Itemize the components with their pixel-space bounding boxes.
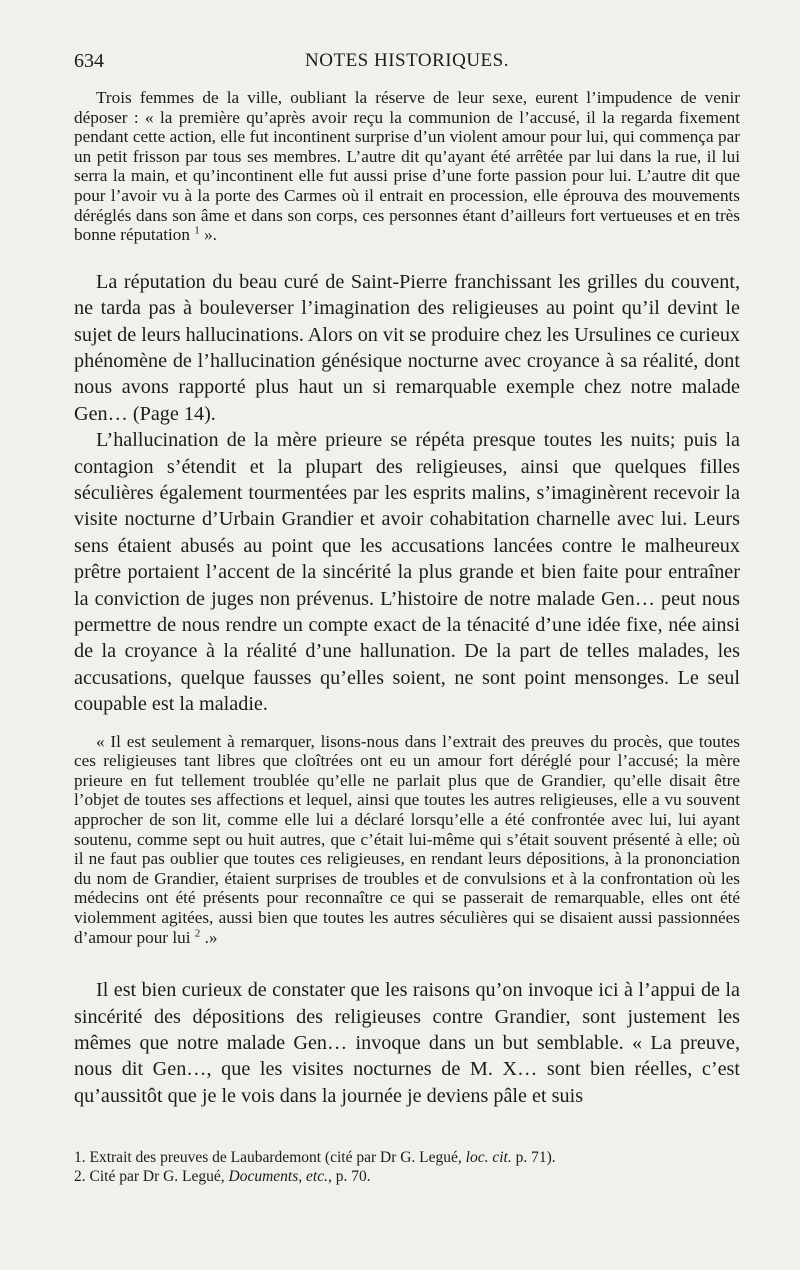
page-number: 634 <box>74 50 104 72</box>
footnote-ref-1: 1 <box>194 224 200 237</box>
footnotes <box>74 1148 740 1186</box>
body-paragraph-2: L’hallucination de la mère prieure se répéta presque toutes les nuits; puis la contagion s’étendit et la plupart des religieuses, ainsi que quelques filles séculières également tourmentées par les esprits malins, s’imaginèrent recevoir la visite nocturne d’Urbain Grandier et avoir cohabitation charnelle avec lui. Leurs sens étaient abusés au point que les accusations lancées contre le malheureux prêtre portaient l’accent de la sincérité la plus grande et bien faite pour entraîner la conviction de juges non prévenus. L’histoire de notre malade Gen… peut nous permettre de nous rendre un compte exact de la ténacité d’une idée fixe, née ainsi de la croyance à la réalité d’une hallunation. De la part de telles malades, les accusations, quelque fausses qu’elles soient, ne sont point mensonges. Le seul coupable est la maladie. <box>74 429 740 716</box>
quote-paragraph-1: Trois femmes de la ville, oubliant la réserve de leur sexe, eurent l’impudence de venir déposer : « la première qu’après avoir reçu la communion de l’accusé, il la regarda fixement pendant cette action, elle fut incontinent surprise d’un violent amour pour lui, qui commença par un petit frisson par tous ses membres. L’autre dit qu’ayant été arrêtée par lui dans la rue, il lui serra la main, et qu’incontinent elle fut aussi prise d’une forte passion pour lui. L’autre dit que pour l’avoir vu à la porte des Carmes où il entrait en procession, elle éprouva des mouvements déréglés dans son âme et dans son corps, ces personnes étant d’ailleurs fort vertueuses et en très bonne réputation $^1$ ». <box>74 88 740 245</box>
running-title: NOTES HISTORIQUES. <box>305 50 509 71</box>
footnote-1: 1. Extrait des preuves de Laubardemont (cité par Dr G. Legué, loc. cit. p. 71). <box>74 1149 556 1166</box>
body-paragraph-3: Il est bien curieux de constater que les raisons qu’on invoque ici à l’appui de la sincérité des dépositions des religieuses contre Grandier, sont justement les mêmes que notre malade Gen… invoque dans un but semblable. « La preuve, nous dit Gen…, que les visites nocturnes de M. X… sont bien réelles, c’est qu’aussitôt que je le vois dans la journée je deviens pâle et suis <box>74 979 740 1107</box>
body-paragraph-1: La réputation du beau curé de Saint-Pierre franchissant les grilles du couvent, ne tarda pas à bouleverser l’imagination des religieuses au point qu’il devint le sujet de leurs hallucinations. Alors on vit se produire chez les Ursulines ce curieux phénomène de l’hallucination génésique nocturne avec croyance à sa réalité, dont nous avons rapporté plus haut un si remarquable exemple chez notre malade Gen… (Page 14). <box>74 270 741 425</box>
footnote-ref-2: 2 <box>194 926 201 939</box>
quote-paragraph-2: « Il est seulement à remarquer, lisons-nous dans l’extrait des preuves du procès, que toutes ces religieuses tant libres que cloîtrées ont eu un amour fort déréglé pour l’accusé; la mère prieure en fut tellement troublée qu’elle ne parlait plus que de Grandier, qu’elle disait être l’objet de toutes ses affections et lequel, ainsi que toutes les autres religieuses, elle a vu souvent approcher de son lit, comme elle lui a déclaré lorsqu’elle a été confrontée avec lui, lui ayant soutenu, comme sept ou huit autres, que c’était lui-même qui s’était souvent présenté à elle; où il ne faut pas oublier que toutes ces religieuses, en rendant leurs dépositions, à la prononciation du nom de Grandier, étaient surprises de troubles et de convulsions et à la confrontation où les médecins ont été présents pour reconnaître ce qui se passerait de remarquable, elles ont été violemment agitées, aussi bien que toutes les autres séculières qui se disaient aussi passionnées d’amour pour lui $^2$ .» <box>74 731 740 947</box>
page-content <box>74 88 740 1109</box>
page-header <box>74 50 740 80</box>
footnote-2: 2. Cité par Dr G. Legué, Documents, etc., p. 70. <box>74 1168 371 1185</box>
